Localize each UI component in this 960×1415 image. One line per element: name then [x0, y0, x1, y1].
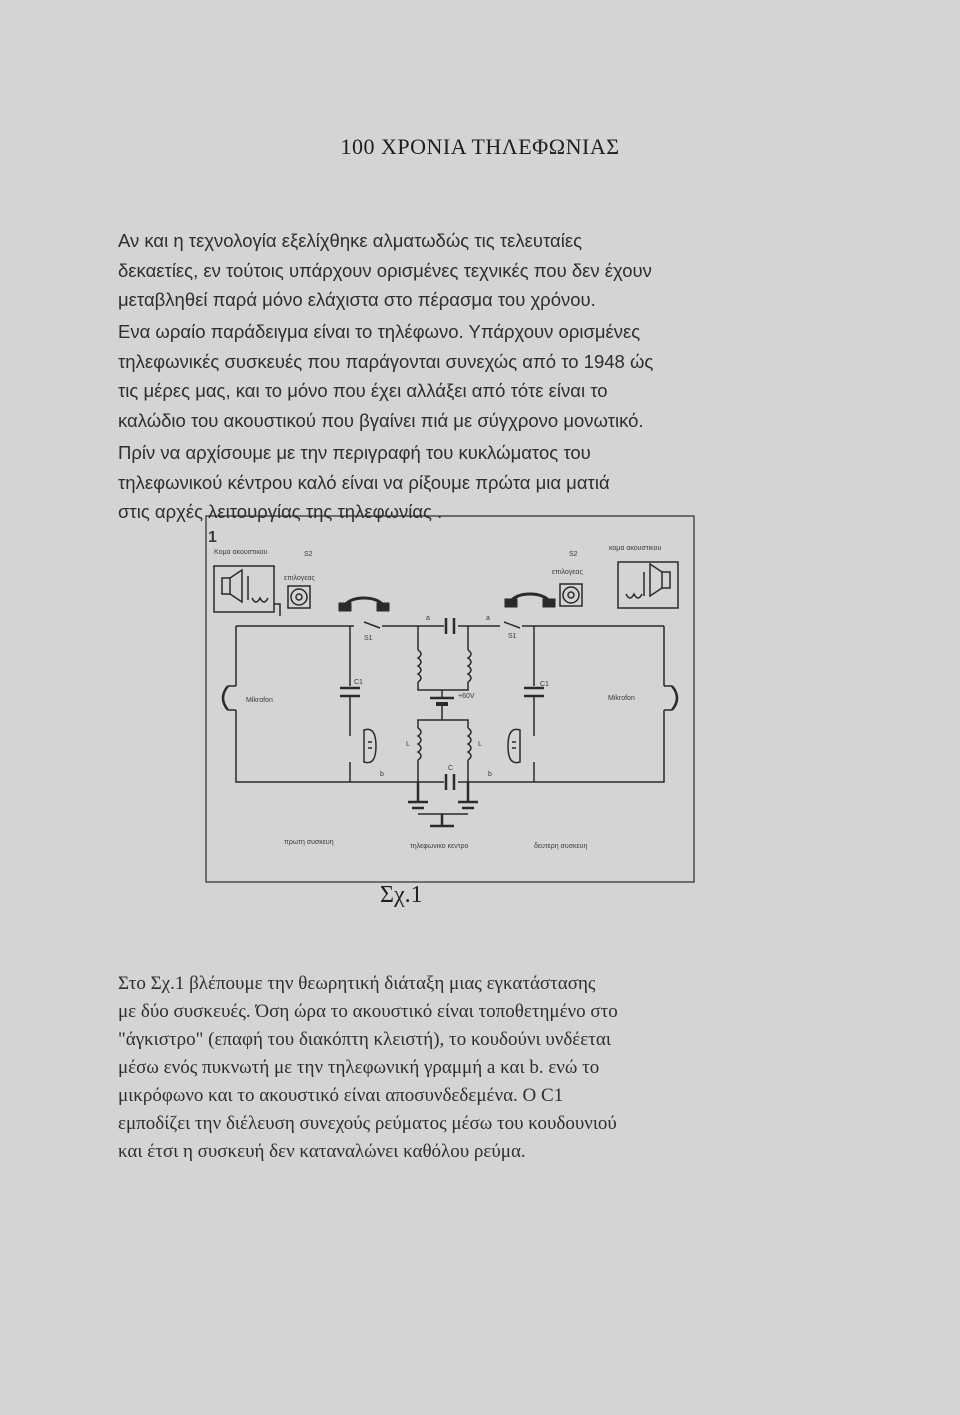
text-line: Ενα ωραίο παράδειγμα είναι το τηλέφωνο. Υπάρχουν ορισμένες	[118, 321, 641, 342]
circuit-diagram	[204, 514, 698, 886]
label-mic-right: Mikrofon	[608, 695, 635, 702]
text-line: μικρόφωνο και το ακουστικό είναι αποσυνδεδεμένα. Ο C1	[118, 1085, 564, 1106]
label-second-device: δευτερη συσκευη	[534, 843, 588, 850]
upper-coil-icon	[418, 650, 471, 690]
text-line: τηλεφωνικές συσκευές που παράγονται συνεχώς από το 1948 ώς	[118, 350, 654, 372]
text-line: στις αρχές λειτουργίας της τηλεφωνίας .	[118, 501, 443, 522]
text-line: εμποδίζει την διέλευση συνεχούς ρεύματος μέσω του κουδουνιού	[118, 1113, 617, 1134]
ground-left-icon	[408, 782, 428, 808]
text-line: καλώδιο του ακουστικού που βγαίνει πιά με σύγχρονο μονωτικό.	[118, 409, 644, 431]
right-c1-capacitor-icon	[524, 688, 544, 696]
label-s2-right: S2	[569, 551, 578, 558]
label-s1-right: S1	[508, 633, 517, 640]
label-s1-left: S1	[364, 635, 373, 642]
bottom-capacitor-icon	[446, 774, 454, 790]
right-handset-icon	[506, 594, 554, 606]
label-exchange: τηλεφωνικο κεντρο	[410, 843, 469, 850]
left-microphone-icon	[223, 686, 236, 710]
label-selector-left: επιλογεας	[284, 575, 315, 582]
label-l-left: L	[406, 741, 410, 748]
left-bell-icon	[364, 729, 376, 762]
label-c-center: C	[448, 765, 454, 772]
label-c1-right: C1	[540, 681, 549, 688]
text-line: "άγκιστρο" (επαφή του διακόπτη κλειστή), το κουδούνι υνδέεται	[118, 1029, 611, 1050]
figure-caption: Σχ.1	[380, 882, 423, 908]
left-dial-icon	[288, 586, 310, 608]
left-c1-capacitor-icon	[340, 688, 360, 696]
right-earpiece-icon	[618, 562, 678, 608]
left-earpiece-icon	[214, 566, 280, 616]
label-b-right: b	[488, 771, 492, 778]
ground-right-icon	[458, 782, 478, 808]
right-dial-icon	[560, 584, 582, 606]
text-line: Στο Σχ.1 βλέπουμε την θεωρητική διάταξη μιας εγκατάστασης	[118, 973, 596, 994]
text-line: Πρίν να αρχίσουμε με την περιγραφή του κυκλώματος του	[118, 442, 591, 463]
label-a-left: a	[426, 615, 430, 622]
label-earpiece-right: κομα ακουστικου	[609, 545, 662, 552]
label-first-device: πρωτη συσκευη	[284, 839, 334, 846]
label-selector-right: επιλογεας	[552, 569, 583, 576]
text-line: μέσω ενός πυκνωτή με την τηλεφωνική γραμμή a και b. ενώ το	[118, 1057, 600, 1078]
label-mic-left: Mikrofon	[246, 697, 273, 704]
text-line: τηλεφωνικού κέντρου καλό είναι να ρίξουμε πρώτα μια ματιά	[118, 471, 610, 493]
page-title: 100 ΧΡΟΝΙΑ ΤΗΛΕΦΩΝΙΑΣ	[340, 134, 620, 159]
label-c1-left: C1	[354, 679, 363, 686]
text-line: και έτσι η συσκευή δεν καταναλώνει καθόλου ρεύμα.	[118, 1141, 526, 1162]
text-line: με δύο συσκευές. Όση ώρα το ακουστικό είναι τοποθετημένο στο	[118, 1001, 618, 1022]
figure-number: 1	[208, 529, 217, 546]
left-handset-icon	[340, 598, 388, 610]
label-s2-left: S2	[304, 551, 313, 558]
lower-coil-icon	[418, 728, 471, 760]
text-line: δεκαετίες, εν τούτοις υπάρχουν ορισμένες τεχνικές που δεν έχουν	[118, 259, 652, 281]
paragraph-explanation	[118, 970, 858, 1166]
battery-icon	[430, 698, 454, 704]
label-l-right: L	[478, 741, 482, 748]
right-bell-icon	[508, 729, 520, 762]
ground-center-icon	[430, 814, 454, 826]
paragraph-intro	[118, 226, 858, 315]
label-a-right: a	[486, 615, 490, 622]
label-voltage: +60V	[458, 693, 475, 700]
text-line: μεταβληθεί παρά μόνο ελάχιστα στο πέρασμα του χρόνου.	[118, 289, 596, 310]
right-microphone-icon	[664, 686, 677, 710]
label-earpiece-left: Κομα ακουστικου	[214, 549, 268, 556]
paragraph-example	[118, 317, 858, 435]
text-line: τις μέρες μας, και το μόνο που έχει αλλάξει από τότε είναι το	[118, 380, 608, 401]
top-capacitor-icon	[446, 618, 454, 634]
text-line: Αν και η τεχνολογία εξελίχθηκε αλματωδώς τις τελευταίες	[118, 230, 583, 251]
label-b-left: b	[380, 771, 384, 778]
